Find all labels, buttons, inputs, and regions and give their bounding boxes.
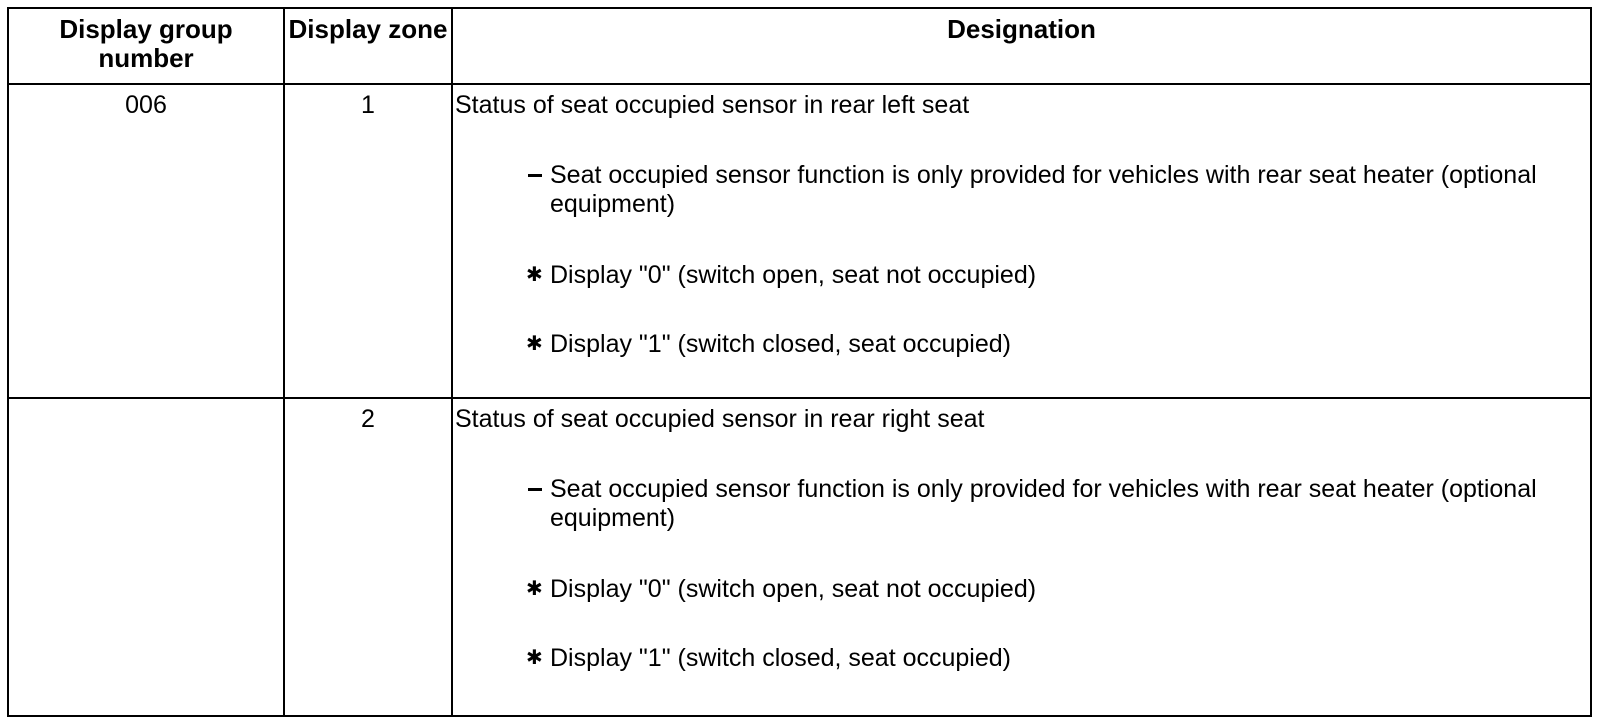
note-text: Seat occupied sensor function is only provided for vehicles with rear seat heater (optional equipment) — [550, 161, 1537, 218]
status-text: Status of seat occupied sensor in rear left seat — [455, 91, 970, 119]
bullet-text: Display "1" (switch closed, seat occupied) — [550, 644, 1011, 672]
display-group-cell — [8, 398, 284, 716]
display-zone-cell: 2 — [284, 398, 452, 716]
bullet-item — [526, 644, 1590, 673]
note-item — [550, 161, 1590, 219]
note-text: Seat occupied sensor function is only provided for vehicles with rear seat heater (optional equipment) — [550, 475, 1537, 532]
designation-cell — [452, 398, 1591, 716]
table-row — [8, 84, 1591, 398]
display-zone-cell: 1 — [284, 84, 452, 398]
header-display-group-number: Display group number — [8, 8, 284, 84]
note-item — [550, 475, 1590, 533]
status-text: Status of seat occupied sensor in rear right seat — [455, 405, 985, 433]
asterisk-bullet-icon: ✱ — [526, 647, 543, 669]
display-group-cell: 006 — [8, 84, 284, 398]
bullet-item — [526, 330, 1590, 359]
header-designation: Designation — [452, 8, 1591, 84]
bullet-item — [526, 575, 1590, 604]
asterisk-bullet-icon: ✱ — [526, 578, 543, 600]
bullet-text: Display "0" (switch open, seat not occupied) — [550, 261, 1037, 289]
asterisk-bullet-icon: ✱ — [526, 333, 543, 355]
designation-cell — [452, 84, 1591, 398]
table-row — [8, 398, 1591, 716]
header-display-zone: Display zone — [284, 8, 452, 84]
display-group-table — [7, 7, 1592, 717]
bullet-item — [526, 261, 1590, 290]
bullet-text: Display "1" (switch closed, seat occupied) — [550, 330, 1011, 358]
bullet-text: Display "0" (switch open, seat not occupied) — [550, 575, 1037, 603]
dash-icon — [528, 488, 542, 491]
table-header-row — [8, 8, 1591, 84]
asterisk-bullet-icon: ✱ — [526, 264, 543, 286]
dash-icon — [528, 174, 542, 177]
